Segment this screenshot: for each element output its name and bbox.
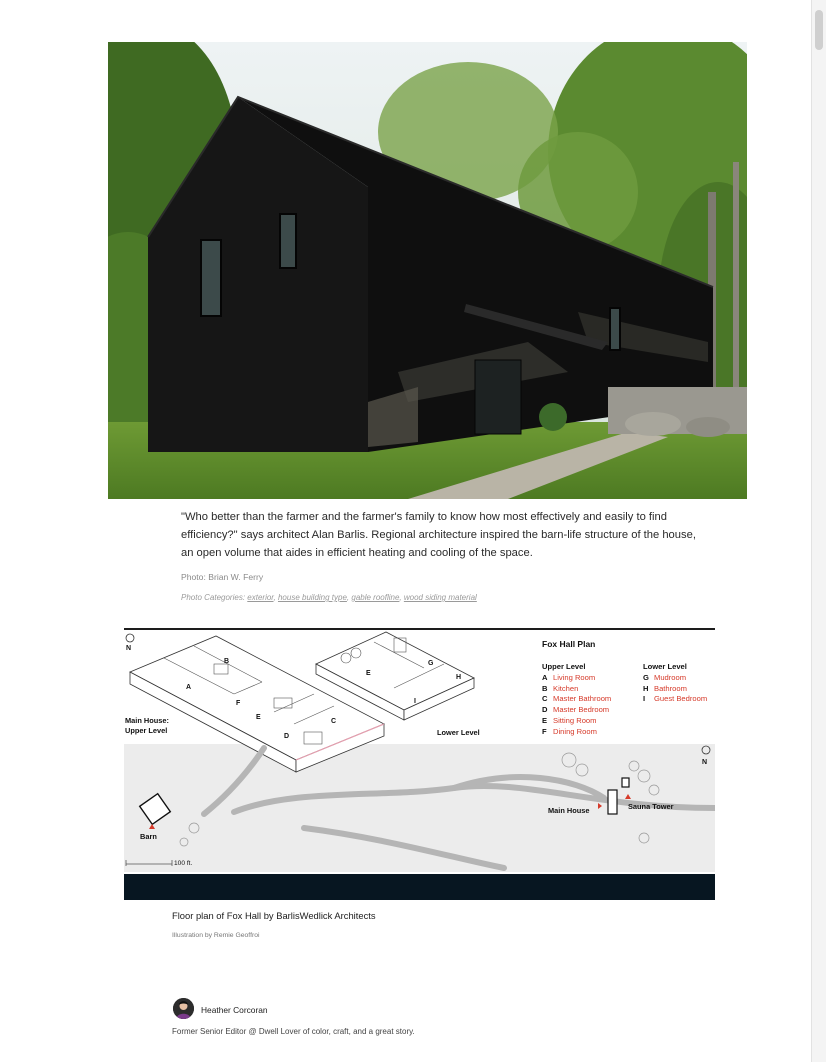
hero-photo-illustration — [108, 42, 747, 499]
floor-plan-illustration — [124, 628, 715, 900]
main-house-label-line1: Main House: — [125, 716, 169, 725]
category-link-house-building-type[interactable]: house building type — [277, 593, 347, 602]
legend-upper-heading: Upper Level — [542, 662, 586, 671]
legend-upper-level — [542, 662, 611, 738]
plan-caption: Floor plan of Fox Hall by BarlisWedlick Architects — [172, 910, 376, 921]
room-letter-h: H — [456, 674, 462, 681]
room-letter-i: I — [414, 698, 416, 705]
category-link-wood-siding-material[interactable]: wood siding material — [403, 593, 477, 602]
sauna-tower-label: Sauna Tower — [628, 802, 674, 811]
room-letter-b: B — [224, 658, 230, 665]
plan-dark-band — [124, 874, 715, 900]
room-letter-f: F — [236, 700, 241, 707]
author-bio: Former Senior Editor @ Dwell Lover of color, craft, and a great story. — [172, 1027, 415, 1036]
room-letter-e-lower: E — [366, 670, 371, 677]
legend-row-f: F Dining Room — [542, 726, 597, 736]
room-letter-c: C — [331, 718, 337, 725]
plan-illustration-credit: Illustration by Remie Geoffroi — [172, 932, 260, 939]
room-letter-g: G — [428, 660, 434, 667]
plan-drawing — [124, 628, 715, 874]
legend-row-i: I Guest Bedroom — [643, 694, 708, 704]
legend-row-c: C Master Bathroom — [542, 694, 612, 704]
hero-photo — [108, 42, 747, 499]
page-scrollbar[interactable] — [811, 0, 826, 1062]
room-letter-a: A — [186, 684, 192, 691]
legend-row-g: G Mudroom — [643, 672, 687, 682]
photo-credit: Photo: Brian W. Ferry — [181, 572, 264, 582]
category-link-exterior[interactable]: exterior — [247, 593, 274, 602]
lower-level-label: Lower Level — [437, 728, 480, 737]
room-letter-e-upper: E — [256, 714, 261, 721]
plan-title: Fox Hall Plan — [542, 639, 596, 649]
caption-quote: "Who better than the farmer and the farmer's family to know how most effectively and easily to find efficiency?" says architect Alan Barlis. Regional architecture inspired the barn-life structure of the house, an open volume that aides in efficient heating and cooling of the space. — [181, 511, 696, 559]
scale-label: 100 ft. — [174, 860, 193, 867]
author-avatar-image — [173, 998, 194, 1019]
main-house-upper-level-label — [125, 716, 169, 736]
legend-row-h: H Bathroom — [643, 683, 687, 693]
legend-row-b: B Kitchen — [542, 683, 579, 693]
main-house-label-line2: Upper Level — [125, 726, 168, 735]
north-indicator-map: N — [702, 759, 708, 766]
legend-row-e: E Sitting Room — [542, 715, 597, 725]
author-avatar[interactable] — [173, 998, 194, 1019]
scrollbar-thumb[interactable] — [815, 10, 823, 50]
legend-row-d: D Master Bedroom — [542, 705, 610, 715]
legend-lower-level — [643, 662, 707, 705]
author-name[interactable]: Heather Corcoran — [201, 1005, 268, 1015]
photo-categories: Photo Categories: exterior, house building type, gable roofline, wood siding material — [181, 593, 477, 602]
barn-label: Barn — [140, 832, 157, 841]
photo-categories-prefix: Photo Categories: — [181, 593, 246, 602]
legend-lower-heading: Lower Level — [643, 662, 687, 671]
main-house-site-label: Main House — [548, 806, 590, 815]
legend-row-a: A Living Room — [542, 672, 596, 682]
north-indicator-top: N — [126, 645, 132, 652]
photo-caption — [181, 508, 701, 602]
room-letter-d: D — [284, 733, 290, 740]
category-link-gable-roofline[interactable]: gable roofline — [351, 593, 400, 602]
